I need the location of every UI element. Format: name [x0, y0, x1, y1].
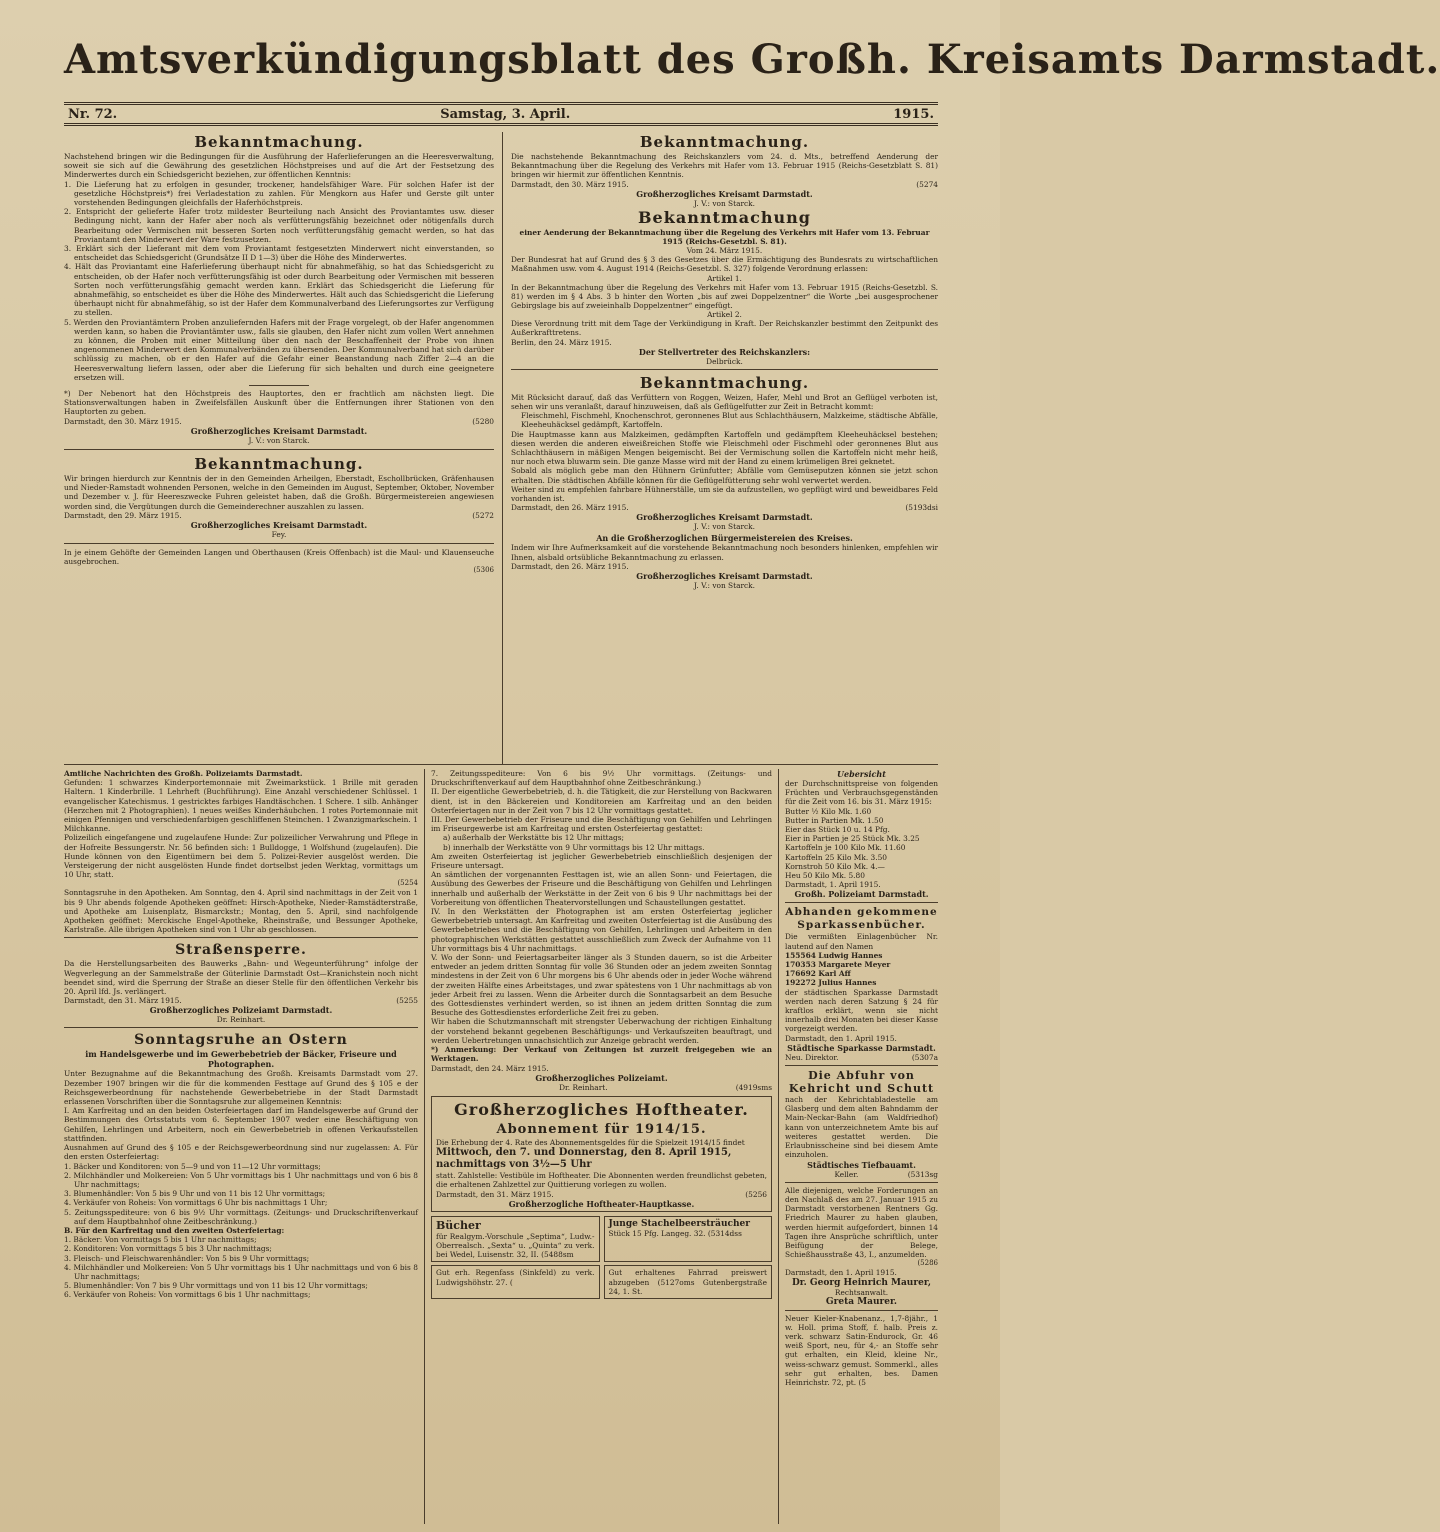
passbook-entry: 170353 Margarete Meyer: [785, 960, 891, 970]
notice-body: Der Bundesrat hat auf Grund des § 3 des Gesetzes über die Ermächtigung des Bundesrats zu wirtschaftlichen Maßnahmen usw. vom 4. August 1914 (Reichs-Gesetzbl. S. 327) folgende Verordnung erlassen:: [511, 255, 938, 274]
section-title: Uebersicht: [837, 769, 886, 779]
ad-body: für Realgym.-Vorschule „Septima“, Ludw.-Oberrealsch. „Sexta“ u. „Quinta“ zu verk. bei Wedel, Luisenstr. 32, II. (5488sm: [436, 1231, 595, 1260]
place-date: Darmstadt, den 30. März 1915.: [511, 179, 629, 189]
list-item: 5. Zeitungsspediteure: von 6 bis 9½ Uhr vormittags. (Zeitungs- und Druckschriftenverkauf auf dem Hauptbahnhof ohne Zeitbeschränkung.): [64, 1207, 418, 1226]
signature: Dr. Georg Heinrich Maurer,: [791, 1277, 932, 1288]
footnote: *) Anmerkung: Der Verkauf von Zeitungen ist zurzeit freigegeben wie an Werktagen.: [431, 1045, 772, 1064]
list-item: 1. Bäcker: Von vormittags 5 bis 1 Uhr nachmittags;: [64, 1235, 257, 1245]
top-left-column: [64, 132, 502, 764]
notice-body: Fleischmehl, Fischmehl, Knochenschrot, geronnenes Blut aus Schlachthäusern, Malzkeime, städtische Abfälle, Kleeheuhäcksel gedämpft, Kartoffeln.: [521, 411, 938, 430]
reference-number: (5274: [916, 179, 938, 189]
section-body: Wir haben die Schutzmannschaft mit strengster Ueberwachung der richtigen Einhaltung der vorstehend bekannt gegebenen Beschäftigungs- und Verkaufszeiten beauftragt, und werden Uebertretungen unnachsichtlich zur Anzeige gebracht werden.: [431, 1017, 772, 1045]
article-heading: Artikel 2.: [707, 310, 742, 320]
section-body: Alle diejenigen, welche Forderungen an den Nachlaß des am 27. Januar 1915 zu Darmstadt verstorbenen Rentners Gg. Friedrich Maurer zu haben glauben, werden hiermit aufgefordert, binnen 14 Tagen ihre Ansprüche schriftlich, unter Beifügung der Belege, Schießhausstraße 43, I., anzumelden.: [785, 1185, 938, 1260]
price-row: Eier das Stück 10 u. 14 Pfg.: [785, 825, 890, 835]
signature: Großherzogliches Polizeiamt.: [535, 1072, 668, 1083]
reference-number: (5307a: [911, 1052, 938, 1062]
list-item: 4. Milchhändler und Molkereien: Von 5 Uhr vormittags bis 1 Uhr nachmittags und von 6 bis 8 Uhr nachmittags;: [64, 1262, 418, 1281]
section-subtitle: im Handelsgewerbe und im Gewerbebetrieb der Bäcker, Friseure und Photographen.: [85, 1049, 397, 1070]
divider: [249, 385, 309, 386]
section-body: der städtischen Sparkasse Darmstadt werden nach deren Satzung § 24 für kraftlos erklärt, wenn sie nicht innerhalb drei Monaten bei dieser Kasse vorgezeigt werden.: [785, 987, 938, 1034]
issue-date: Samstag, 3. April.: [440, 106, 571, 122]
section-body: An sämtlichen der vorgenannten Festtagen ist, wie an allen Sonn- und Feiertagen, die Ausübung des Gewerbes der Friseure und die Beschäftigung von Gehilfen und Lehrlingen innerhalb und außerhalb der Werkstätte in der Zeit von 6 bis 9 Uhr nachmittags bei der Vorbereitung von öffentlichen Theatervorstellungen und Schaustellungen gestattet.: [431, 870, 772, 907]
date-row: [431, 1083, 772, 1092]
signatory: Dr. Reinhart.: [216, 1015, 266, 1025]
divider: [64, 937, 418, 938]
date-row: [511, 180, 938, 189]
signatory: Delbrück.: [706, 356, 743, 366]
place-date: Darmstadt, den 24. März 1915.: [431, 1063, 549, 1073]
passbook-entry: 192272 Julius Hannes: [785, 978, 877, 988]
notice-body: Die Hauptmasse kann aus Malzkeimen, gedämpften Kartoffeln und gedämpftem Kleeheuhäcksel bestehen; diesen werden die anderen eiweißreichen Stoffe wie Fleischmehl oder Fischmehl oder geronnenes Blut aus Schlachthäusern in mäßigen Mengen beigemischt. Bei der Vermischung sollen die Kartoffeln nicht mehr heiß, nur noch etwa bluwarm sein. Die ganze Masse wird mit der Hand zu einem krümeligen Brei geknetet.: [511, 429, 938, 467]
section-body: Gefunden: 1 schwarzes Kinderportemonnaie mit Zweimarkstück. 1 Brille mit geraden Haltern. 1 Kinderbrille. 1 Lehrheft (Buchführung). Eine Anzahl verschiedener Schlüssel. 1 evangelischer Katechismus. 1 gestricktes farbiges Handtäschchen. 1 Schere. 1 silb. Anhänger (Herzchen mit 2 Photographien). 1 neues weißes Kinderhäubchen. 1 rotes Portemonnaie mit einigen Pfennigen und verschiedenfarbigen geschliffenen Steinchen. 1 Zwanzigmarkschein. 1 Milchkanne.: [64, 778, 418, 834]
ad-body: Gut erh. Regenfass (Sinkfeld) zu verk. Ludwigshöhstr. 27. (: [436, 1268, 595, 1287]
notice-body: Die nachstehende Bekanntmachung des Reichskanzlers vom 24. d. Mts., betreffend Aenderung der Bekanntmachung über die Regelung des Verkehrs mit Hafer vom 13. Februar 1915 (Reichs-Gesetzblatt S. 81) bringen wir hiermit zur öffentlichen Kenntnis.: [511, 152, 938, 180]
signature: Großh. Polizeiamt Darmstadt.: [794, 889, 929, 900]
price-row: Kornstroh 50 Kilo Mk. 4.—: [785, 861, 885, 871]
signatory: Fey.: [271, 529, 287, 539]
list-item: 1. Bäcker und Konditoren: von 5—9 und von 11—12 Uhr vormittags;: [64, 1161, 321, 1171]
list-item: 2. Konditoren: Von vormittags 5 bis 3 Uhr nachmittags;: [64, 1244, 272, 1254]
list-item: 5. Blumenhändler: Von 7 bis 9 Uhr vormittags und von 11 bis 12 Uhr vormittags;: [64, 1281, 368, 1291]
reference-number: (5313sg: [907, 1169, 938, 1179]
notice-title: An die Großherzoglichen Bürgermeistereien des Kreises.: [596, 533, 853, 544]
list-item: 4. Hält das Proviantamt eine Haferlieferung überhaupt nicht für abnahmefähig, so hat das Schiedsgericht zu entscheiden, ob der Hafer noch verfütterungsfähig ist oder durch Bearbeitung oder Vermischen mit besseren Sorten noch verfütterungsfähig gemacht werden kann. Erklärt das Schiedsgericht die Lieferung für abnahmefähig, so entscheidet es über die Höhe des Minderwertes. Hält auch das Schiedsgericht die Lieferung überhaupt nicht für abnahmefähig, so ist der Hafer dem Kommunalverband des Lieferungsortes zur Verfügung zu stellen.: [64, 262, 494, 318]
list-item: 4. Verkäufer von Roheis: Von vormittags 6 Uhr bis nachmittags 1 Uhr;: [64, 1198, 328, 1208]
divider: [64, 1027, 418, 1028]
article-heading: Artikel 1.: [707, 273, 742, 283]
place-date: Darmstadt, den 29. März 1915.: [64, 510, 182, 520]
signature: Großherzogliches Kreisamt Darmstadt.: [190, 519, 368, 530]
section-body: b) innerhalb der Werkstätte von 9 Uhr vormittags bis 12 Uhr mittags.: [443, 842, 705, 852]
price-row: Heu 50 Kilo Mk. 5.80: [785, 871, 865, 881]
notice-body: Diese Verordnung tritt mit dem Tage der Verkündigung in Kraft. Der Reichskanzler bestimmt den Zeitpunkt des Außerkrafttretens.: [511, 319, 938, 338]
section-body: Die vermißten Einlagenbücher Nr. lautend auf den Namen: [785, 932, 938, 951]
list-item: 5. Werden den Proviantämtern Proben anzuliefernden Hafers mit der Frage vorgelegt, ob der Hafer angenommen werden kann, so haben die Proviantämter usw., falls sie glauben, den Hafer nicht zum vollen Wert annehmen zu können, die Proben mit einer Mitteilung über den nach der Beschaffenheit der Probe von ihnen angenommenen Minderwert den Kommunalverbänden zu übersenden. Der Kommunalverband hat sich darüber schlüssig zu machen, ob er den Hafer auf die Gefahr einer Beanstandung nach Ziffer 2—4 an die Heeresverwaltung liefern lassen, oder aber die Lieferung für sich behalten und durch eine geeignetere ersetzen will.: [64, 317, 494, 382]
list-item: 2. Entspricht der gelieferte Hafer trotz mildester Beurteilung nach Ansicht des Proviantamtes usw. dieser Bedingung nicht, kann der Hafer aber noch als verfütterungsfähig bezeichnet oder nötigenfalls durch Bearbeitung oder Vermischen mit besseren Sorten noch verfütterungsfähig gemacht werden, so hat das Proviantamt den Minderwert der Ware festzusetzen.: [64, 207, 494, 244]
price-row: Kartoffeln je 100 Kilo Mk. 11.60: [785, 843, 906, 853]
list-item: 3. Blumenhändler: Von 5 bis 9 Uhr und von 11 bis 12 Uhr vormittags;: [64, 1189, 326, 1199]
date-row: [64, 511, 494, 520]
classified-ads: [431, 1216, 772, 1263]
ad-body: Gut erhaltenes Fahrrad preiswert abzugeben (5127oms Gutenbergstraße 24, 1. St.: [608, 1268, 767, 1296]
notice-body: Sobald als möglich gebe man den Hühnern Grünfutter; Abfälle vom Gemüseputzen können sie jetzt schon erhalten. Die städtischen Abfälle können für die Geflügelfütterung sehr wohl verwertet werden.: [511, 466, 938, 485]
signature: Großherzogliches Polizeiamt Darmstadt.: [149, 1005, 333, 1016]
section-body: der Durchschnittspreise von folgenden Früchten und Verbrauchsgegenständen für die Zeit vom 16. bis 31. März 1915:: [785, 779, 938, 807]
section-body: Da die Herstellungsarbeiten des Bauwerks „Bahn- und Wegeunterführung“ infolge der Wegverlegung an der Sammelstraße der Güterlinie Darmstadt Ost—Kranichstein noch nicht beendet sind, wird die Sperrung der Straße an dieser Stelle für den öffentlichen Verkehr bis 20. April lfd. Js. verlängert.: [64, 959, 418, 997]
signatory: Neu. Direktor.: [785, 1052, 839, 1062]
section-body: Ausnahmen auf Grund des § 105 e der Reichsgewerbeordnung sind nur zugelassen: A. Für den ersten Osterfeiertag:: [64, 1143, 418, 1162]
classified-ad: [431, 1265, 600, 1299]
section-title: Amtliche Nachrichten des Großh. Polizeiamts Darmstadt.: [64, 769, 303, 778]
signature: Städtisches Tiefbauamt.: [807, 1159, 916, 1170]
ad-title: Bücher: [436, 1218, 481, 1232]
section-body: Unter Bezugnahme auf die Bekanntmachung des Großh. Kreisamts Darmstadt vom 27. Dezember 1907 bringen wir die für die kommenden Festtage auf Grund des § 105 e der Reichsgewerbeordnung für nachstehende Gewerbebetriebe in der Stadt Darmstadt erlassenen Vorschriften über die Sonntagsruhe zur allgemeinen Kenntnis:: [64, 1069, 418, 1107]
issue-number: Nr. 72.: [68, 106, 118, 122]
issue-year: 1915.: [893, 106, 934, 122]
list-item: 1. Die Lieferung hat zu erfolgen in gesunder, trockener, handelsfähiger Ware. Für solchen Hafer ist der gesetzliche Höchstpreis*) frei Verladestation zu zahlen. Für Mengkorn aus Hafer und Gerste gilt unter vorstehenden Bedingungen gleichfalls der Haferhöchstpreis.: [64, 179, 494, 208]
passbook-entry: 176692 Karl Aff: [785, 969, 851, 979]
theater-intro: Die Erhebung der 4. Rate des Abonnementsgeldes für die Spielzeit 1914/15 findet: [436, 1137, 745, 1147]
signature: Greta Maurer.: [825, 1296, 898, 1307]
hours-list: [64, 1162, 418, 1300]
signatory-role: Rechtsanwalt.: [834, 1287, 889, 1297]
reference-number: (5306: [473, 566, 494, 575]
top-section: [64, 132, 938, 764]
date-row: [785, 1170, 938, 1179]
place-date: Darmstadt, den 1. April 1915.: [785, 1033, 897, 1043]
list-item: 3. Fleisch- und Fleischwarenhändler: Von 5 bis 9 Uhr vormittags;: [64, 1253, 310, 1263]
classified-ad: Neuer Kieler-Knabenanz., 1,7-8jähr., 1 w. Holl. prima Stoff, f. halb. Preis z. verk. schwarz Satin-Endurock, Gr. 46 weiß Sport, neu, für 4,- an Stoffe sehr gut erhalten, ein Kleid, kleine Nr., weiss-schwarz gemust. Sommerkl., alles sehr gut erhalten, bes. Damen Heinrichstr. 72, pt. (5: [785, 1313, 938, 1387]
divider: [785, 902, 938, 903]
bottom-section: [64, 764, 938, 1524]
section-body: IV. In den Werkstätten der Photographen ist am ersten Osterfeiertag jeglicher Gewerbebetrieb untersagt. Am Karfreitag und zweiten Osterfeiertag ist die Ausübung des Gewerbebetriebes und die Beschäftigung von Gehilfen, Lehrlingen und Arbeitern in den photographischen Werkstätten gestattet ausschließlich zum Zweck der Aufnahme von 11 Uhr vormittags bis 4 Uhr nachmittags.: [431, 907, 772, 953]
price-list: [785, 807, 938, 881]
notice-intro: Nachstehend bringen wir die Bedingungen für die Ausführung der Haferlieferungen an die Heeresverwaltung, soweit sie sich auf die Gewährung des gesetzlichen Höchstpreises und auf die Art der Festsetzung des Minderwertes durch ein Schiedsgericht beziehen, zur öffentlichen Kenntnis:: [64, 152, 494, 180]
notice-subtitle: einer Aenderung der Bekanntmachung über die Regelung des Verkehrs mit Hafer vom 13. Februar 1915 (Reichs-Gesetzbl. S. 81).: [519, 227, 930, 247]
section-title: Abhanden gekommene Sparkassenbücher.: [785, 906, 938, 932]
reference-number: (4919sms: [735, 1082, 772, 1092]
notice-body: Wir bringen hierdurch zur Kenntnis der in den Gemeinden Arheilgen, Eberstadt, Eschollbrücken, Gräfenhausen und Nieder-Ramstadt wohnenden Personen, welche in den Gemeinden im August, September, Oktober, November und Dezember v. J. für Heereszwecke Fuhren geleistet haben, daß die Großh. Bürgermeistereien angewiesen worden sind, die Vergütungen durch die Gemeinderechner auszahlen zu lassen.: [64, 473, 494, 511]
bottom-col-2: [424, 769, 778, 1524]
passbook-list: [785, 951, 938, 988]
date-row: [64, 417, 494, 426]
section-title: Straßensperre.: [175, 942, 307, 959]
divider: [64, 543, 494, 544]
section-body: II. Der eigentliche Gewerbebetrieb, d. h. die Tätigkeit, die zur Herstellung von Backwaren dient, ist in den Bäckereien und Konditoreien am Karfreitag und an den beiden Osterfeiertagen nur in der Zeit von 7 bis 12 Uhr vormittags gestattet.: [431, 787, 772, 815]
section-body: a) außerhalb der Werkstätte bis 12 Uhr mittags;: [443, 833, 625, 843]
notice-title: Bekanntmachung.: [194, 454, 364, 473]
signature: Großherzogliches Kreisamt Darmstadt.: [190, 425, 368, 436]
place-date: Darmstadt, den 31. März 1915.: [64, 996, 182, 1006]
place-date: Darmstadt, den 26. März 1915.: [511, 561, 629, 571]
date-row: [511, 503, 938, 512]
price-row: Kartoffeln 25 Kilo Mk. 3.50: [785, 852, 887, 862]
classified-ad: [604, 1265, 773, 1299]
notice-body: Indem wir Ihre Aufmerksamkeit auf die vorstehende Bekanntmachung noch besonders hinlenken, empfehlen wir Ihnen, alsbald ortsübliche Bekanntmachung zu erlassen.: [511, 543, 938, 562]
signatory: Dr. Reinhart.: [559, 1082, 608, 1092]
signatory: J. V.: von Starck.: [694, 581, 755, 591]
price-row: Eier in Partien je 25 Stück Mk. 3.25: [785, 834, 920, 844]
theater-body: statt. Zahlstelle: Vestibüle im Hoftheater. Die Abonnenten werden freundlichst gebeten, die erhaltenen Zahlzettel zur Quittierung vorlegen zu wollen.: [436, 1171, 767, 1190]
section-title: Sonntagsruhe an Ostern: [134, 1032, 348, 1049]
notice-date: Vom 24. März 1915.: [686, 246, 763, 256]
list-item: 3. Erklärt sich der Lieferant mit dem vom Proviantamt festgesetzten Minderwert nicht einverstanden, so entscheidet das Schiedsgericht (Grundsätze II D 1—3) über die Höhe des Minderwertes.: [64, 244, 494, 263]
signature: Großherzogliches Kreisamt Darmstadt.: [636, 571, 813, 582]
signature: Großherzogliche Hoftheater-Hauptkasse.: [508, 1198, 695, 1209]
notice-list: [64, 180, 494, 382]
bottom-col-3: [778, 769, 938, 1524]
section-body: Sonntagsruhe in den Apotheken. Am Sonntag, den 4. April sind nachmittags in der Zeit von 1 bis 9 Uhr abends folgende Apotheken geöffnet: Hirsch-Apotheke, Nieder-Ramstädterstraße, und Apotheke am Luisenplatz, Bismarckstr.; Montag, den 5. April, sind nachfolgende Apotheken geöffnet: Merckische Engel-Apotheke, Rheinstraße, und Bessunger Apotheke, Karlstraße. Alle übrigen Apotheken sind von 1 Uhr ab geschlossen.: [64, 888, 418, 935]
notice-body: In je einem Gehöfte der Gemeinden Langen und Oberthausen (Kreis Offenbach) ist die Maul- und Klauenseuche ausgebrochen.: [64, 547, 494, 567]
ad-body: Stück 15 Pfg. Langeg. 32. (5314dss: [608, 1228, 742, 1238]
reference-number: (5256: [745, 1189, 767, 1199]
place-date: Berlin, den 24. März 1915.: [511, 337, 612, 347]
section-body: III. Der Gewerbebetrieb der Friseure und die Beschäftigung von Gehilfen und Lehrlingen im Friseurgewerbe ist am Karfreitag und ersten Osterfeiertag gestattet:: [431, 815, 772, 834]
passbook-entry: 155564 Ludwig Hannes: [785, 950, 883, 960]
divider: [785, 1310, 938, 1311]
place-date: Darmstadt, 1. April 1915.: [785, 880, 881, 890]
top-right-column: [502, 132, 938, 764]
section-body: nach der Kehrichtabladestelle am Glasberg und dem alten Bahndamm der Main-Neckar-Bahn (am Waldfriedhof) kann von unterzeichnetem Amte bis auf weiteres gestattet werden. Die Erlaubnisscheine sind bei diesem Amte einzuholen.: [785, 1095, 938, 1160]
signatory: J. V.: von Starck.: [694, 522, 755, 532]
divider: [785, 1182, 938, 1183]
notice-title: Bekanntmachung.: [194, 133, 364, 151]
notice-body: Weiter sind zu empfehlen fahrbare Hühnerställe, um sie da aufzustellen, wo gepflügt wird und beweidbares Feld vorhanden ist.: [511, 484, 938, 504]
reference-number: (5193dsi: [905, 503, 938, 513]
theater-notice: [431, 1096, 772, 1212]
date-row: [436, 1190, 767, 1199]
signatory: J. V.: von Starck.: [248, 435, 310, 445]
signatory: Keller.: [834, 1169, 859, 1179]
theater-dates: Mittwoch, den 7. und Donnerstag, den 8. April 1915, nachmittags von 3½—5 Uhr: [436, 1147, 732, 1171]
section-body: Am zweiten Osterfeiertag ist jeglicher Gewerbebetrieb einschließlich desjenigen der Friseure untersagt.: [431, 851, 772, 871]
reference-number: (5280: [472, 416, 494, 426]
divider: [64, 449, 494, 450]
reference-number: (5255: [396, 996, 418, 1006]
place-date: Darmstadt, den 1. April 1915.: [785, 1268, 897, 1278]
signature: Großherzogliches Kreisamt Darmstadt.: [636, 188, 813, 199]
place-date: Darmstadt, den 30. März 1915.: [64, 416, 182, 426]
reference-number: (5254: [397, 879, 418, 888]
classified-ad: [431, 1216, 600, 1263]
date-row: [64, 996, 418, 1005]
section-body: V. Wo der Sonn- und Feiertagsarbeiter länger als 3 Stunden dauern, so ist die Arbeiter entweder an jedem dritten Sonntag für volle 36 Stunden oder an jedem zweiten Sonntag mindestens in der Zeit von 6 Uhr morgens bis 6 Uhr abends oder in jeder Woche während der zweiten Hälfte eines Arbeitstages, und zwar spätestens von 1 Uhr nachmittags ab von jeder Arbeit frei zu lassen. Wenn die Arbeiter durch die Sonntagsarbeit an dem Besuche des Gottesdienstes verhindert werden, so ist ihnen an jedem dritten Sonntag die zum Besuche des Gottesdienstes erforderliche Zeit frei zu geben.: [431, 953, 772, 1018]
price-row: Butter in Partien Mk. 1.50: [785, 815, 884, 825]
theater-title: Großherzogliches Hoftheater.: [454, 1099, 749, 1119]
ad-title: Junge Stachelbeersträucher: [608, 1218, 750, 1229]
theater-subscription: Abonnement für 1914/15.: [496, 1121, 707, 1137]
classified-ads: [431, 1265, 772, 1299]
bottom-col-1: [64, 769, 424, 1524]
signature: Städtische Sparkasse Darmstadt.: [787, 1042, 936, 1053]
notice-body: In der Bekanntmachung über die Regelung des Verkehrs mit Hafer vom 13. Februar 1915 (Reichs-Gesetzbl. S. 81) werden im § 4 Abs. 3 b hinter den Worten „bis auf zwei Doppelzentner“ die Worte „bei ausgesprochener Gebirgslage bis auf zweieinhalb Doppelzentner“ eingefügt.: [511, 282, 938, 311]
notice-title: Bekanntmachung.: [639, 373, 810, 392]
masthead: Amtsverkündigungsblatt des Großh. Kreisamts Darmstadt.: [64, 36, 1440, 83]
list-item: B. Für den Karfreitag und den zweiten Osterfeiertag:: [64, 1225, 285, 1235]
notice-title: Bekanntmachung.: [639, 133, 810, 151]
section-body: Polizeilich eingefangene und zugelaufene Hunde: Zur polizeilicher Verwahrung und Pflege in der Hofreite Bessungerstr. Nr. 56 befinden sich: 1 Bulldogge, 1 Wolfshund (zugelaufen). Die Hunde können von den Eigentümern bei dem 5. Polizei-Revier ausgelöst werden. Die Versteigerung der nicht ausgelösten Hunde findet dortselbst jeden Werktag, vormittags um 10 Uhr, statt.: [64, 833, 418, 880]
signature: Der Stellvertreter des Reichskanzlers:: [638, 346, 811, 357]
notice-body: Mit Rücksicht darauf, daß das Verfüttern von Roggen, Weizen, Hafer, Mehl und Brot an Geflügel verboten ist, sehen wir uns veranlaßt, darauf hinzuweisen, daß als Geflügelfutter zur Zeit in Betracht kommt:: [511, 392, 938, 412]
notice-title: Bekanntmachung: [638, 207, 811, 227]
section-body: I. Am Karfreitag und an den beiden Osterfeiertagen darf im Handelsgewerbe auf Grund der Bestimmungen des Ortsstatuts vom 6. September 1907 weder eine Beschäftigung von Gehilfen, Lehrlingen und Arbeitern, noch ein Gewerbebetrieb in offenen Verkaufsstellen stattfinden.: [64, 1106, 418, 1143]
list-item: 2. Milchhändler und Molkereien: Von 5 Uhr vormittags bis 1 Uhr nachmittags und von 6 bis 8 Uhr nachmittags;: [64, 1170, 418, 1189]
date-row: [785, 1053, 938, 1062]
price-row: Butter ½ Kilo Mk. 1.60: [785, 806, 872, 816]
place-date: Darmstadt, den 31. März 1915.: [436, 1189, 554, 1199]
reference-number: (5272: [472, 510, 494, 520]
signatory: J. V.: von Starck.: [694, 198, 755, 208]
footnote: *) Der Nebenort hat den Höchstpreis des Hauptortes, den er frachtlich am nächsten liegt. Die Stationsverwaltungen haben in Zweifelsfällen Auskunft über die Entfernungen ihrer Stationen von den Hauptorten zu geben.: [64, 389, 494, 417]
reference-number: (5286: [917, 1259, 938, 1268]
section-title: Die Abfuhr von Kehricht und Schutt: [788, 1069, 935, 1096]
place-date: Darmstadt, den 26. März 1915.: [511, 503, 629, 513]
dateline: [64, 102, 938, 126]
divider: [785, 1065, 938, 1066]
classified-ad: [604, 1216, 773, 1263]
signature: Großherzogliches Kreisamt Darmstadt.: [636, 512, 813, 523]
section-body: 7. Zeitungsspediteure: Von 6 bis 9½ Uhr vormittags. (Zeitungs- und Druckschriftenverkauf auf dem Hauptbahnhof ohne Zeitbeschränkung.): [431, 769, 772, 788]
list-item: 6. Verkäufer von Roheis: Von vormittags 6 bis 1 Uhr nachmittags;: [64, 1290, 311, 1300]
divider: [511, 369, 938, 370]
